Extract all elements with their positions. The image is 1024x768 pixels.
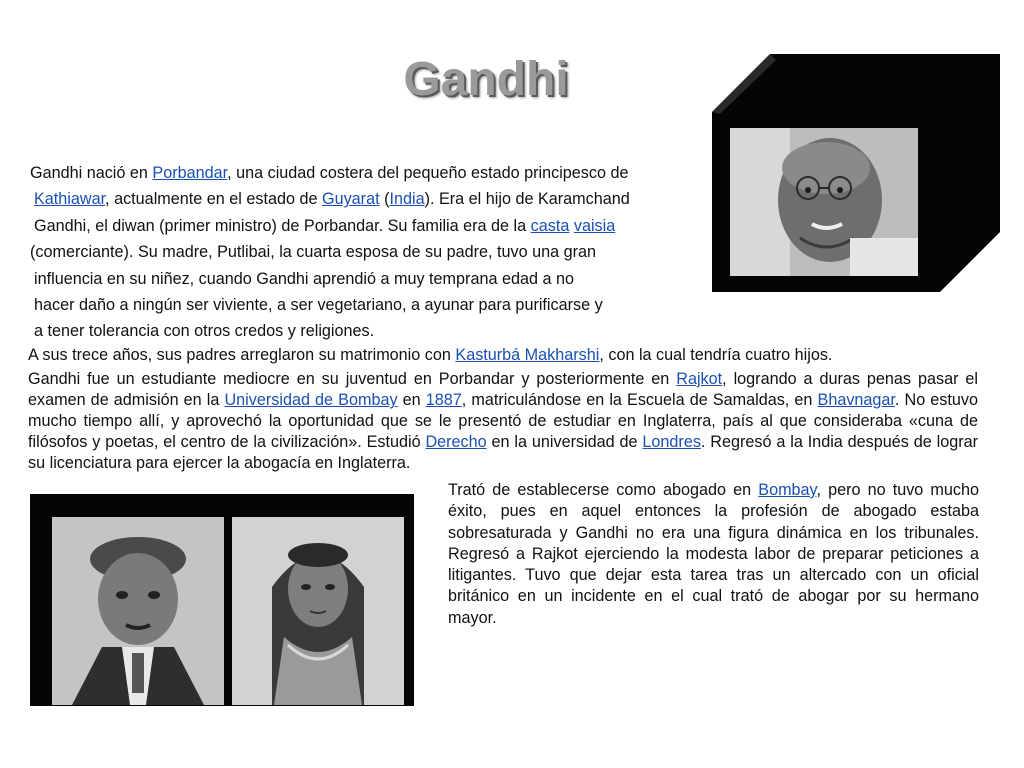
link-rajkot[interactable]: Rajkot — [676, 370, 723, 388]
text-line: Gandhi, el diwan (primer ministro) de Porbandar. Su familia era de la casta vaisia — [34, 216, 616, 235]
link-casta[interactable]: casta — [530, 216, 570, 235]
paragraph-career: Trató de establecerse como abogado en Bombay, pero no tuvo mucho éxito, pues en aquel entonces la profesión de abogado estaba sobresaturada y Gandhi no era una figura dinámica en los tribunales. Regresó a Rajkot ejerciendo la modesta labor de preparar peticiones a litigantes. Tuvo que dejar esta tarea tras un altercado con un oficial británico en un incidente en el cual trató de abogar por su hermano mayor. — [448, 481, 979, 627]
paragraph-marriage: A sus trece años, sus padres arreglaron su matrimonio con Kasturbá Makharshi, con la cual tendría cuatro hijos. — [28, 346, 833, 364]
kasturba-photo — [232, 517, 404, 705]
link-londres[interactable]: Londres — [642, 433, 701, 451]
text-line: (comerciante). Su madre, Putlibai, la cuarta esposa de su padre, tuvo una gran — [30, 243, 596, 262]
link-porbandar[interactable]: Porbandar — [152, 164, 228, 182]
text-line: Gandhi nació en Porbandar, una ciudad costera del pequeño estado principesco de — [30, 164, 629, 182]
text-line: hacer daño a ningún ser viviente, a ser vegetariano, a ayunar para purificarse y — [34, 296, 603, 315]
link-kasturba[interactable]: Kasturbá Makharshi — [455, 346, 600, 364]
gandhi-portrait-drawing — [730, 128, 918, 276]
gandhi-portrait-photo — [730, 128, 918, 276]
link-india[interactable]: India — [389, 190, 425, 209]
young-gandhi-drawing — [52, 517, 224, 705]
text-line: a tener tolerancia con otros credos y religiones. — [34, 322, 375, 341]
link-bombay[interactable]: Bombay — [758, 481, 817, 499]
page-title: Gandhi — [403, 53, 569, 106]
kasturba-drawing — [232, 517, 404, 705]
young-gandhi-photo — [52, 517, 224, 705]
link-derecho[interactable]: Derecho — [425, 433, 487, 451]
text-line: influencia en su niñez, cuando Gandhi aprendió a muy temprana edad a no — [34, 269, 574, 288]
link-kathiawar[interactable]: Kathiawar — [34, 190, 106, 209]
paragraph-education: Gandhi fue un estudiante mediocre en su juventud en Porbandar y posteriormente en Rajkot, logrando a duras penas pasar el examen de admisión en la Universidad de Bombay en 1887, matriculándose en la Escuela de Samaldas, en Bhavnagar. No estuvo mucho tiempo allí, y aprovechó la oportunidad que se le presentó de estudiar en Inglaterra, país al que consideraba «cuna de filósofos y poetas, el centro de la civilización». Estudió Derecho en la universidad de Londres. Regresó a la India después de lograr su licenciatura para ejercer la abogacía en Inglaterra. — [28, 370, 979, 472]
link-universidad-bombay[interactable]: Universidad de Bombay — [224, 391, 398, 409]
link-bhavnagar[interactable]: Bhavnagar — [817, 391, 895, 409]
link-guyarat[interactable]: Guyarat — [321, 190, 380, 209]
link-vaisia[interactable]: vaisia — [573, 216, 616, 235]
link-1887[interactable]: 1887 — [425, 391, 462, 409]
text-line: Kathiawar, actualmente en el estado de Guyarat (India). Era el hijo de Karamchand — [34, 190, 630, 209]
paragraph-birth — [30, 160, 730, 345]
